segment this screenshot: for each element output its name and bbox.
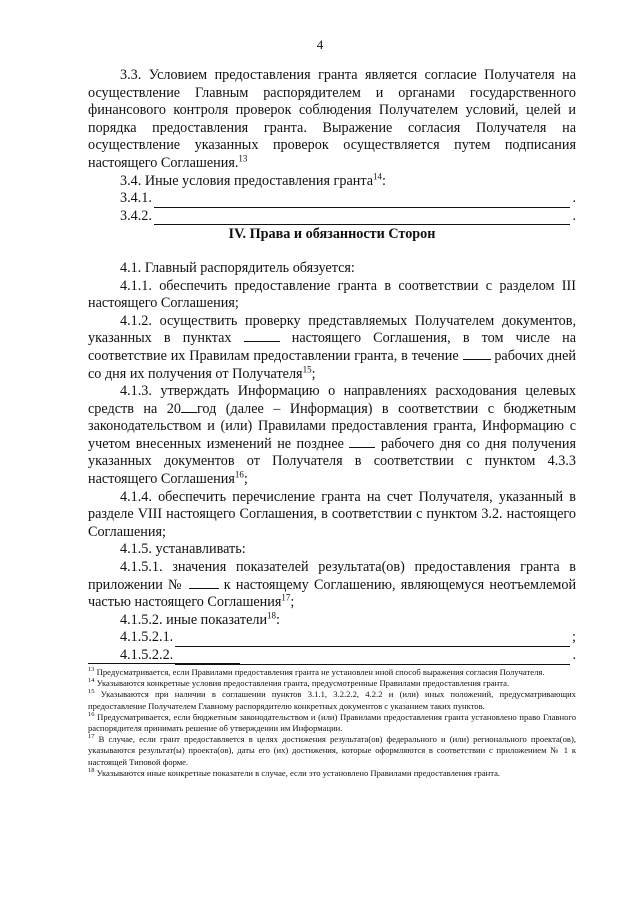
section-heading: IV. Права и обязанности Сторон	[228, 226, 436, 243]
blank-inline	[189, 577, 219, 589]
fill-line-4-1-5-2-2: 4.1.5.2.2. .	[120, 647, 576, 663]
footnote-14: $^{14}$ Указываются конкретные условия предоставления гранта, предусмотренные Правилами предоставления гранта.	[88, 677, 510, 689]
paragraph-4-1-5-1: 4.1.5.1. значения показателей результата(ов) предоставления гранта в приложении № к настоящему Соглашению, являющемуся неотъемлемой частью настоящего Соглашения$^{17}$;	[88, 559, 577, 611]
footnote-13: $^{13}$ Предусматривается, если Правилами предоставления гранта не установлен иной способ выражения согласия Получателя.	[88, 666, 545, 677]
footnotes	[88, 667, 576, 779]
blank-inline	[244, 330, 280, 342]
blank-inline	[181, 401, 197, 413]
paragraph-4-1-5-2: 4.1.5.2. иные показатели$^{18}$:	[120, 610, 280, 628]
paragraph-4-1-3: 4.1.3. утверждать Информацию о направлениях расходования целевых средств на 20 год (далее – Информация) в соответствии с бюджетным законодательством и (или) Правилами предоставления гранта, Информацию с учетом внесенных изменений не позднее рабочего дня со дня получения указанных документов от Получателя в соответствии с пунктом 4.3.3 настоящего Соглашения$^{16}$;	[88, 383, 577, 488]
footnote-ref-14: 14	[373, 170, 383, 181]
footnote-18: $^{18}$ Указываются иные конкретные показатели в случае, если это установлено Правилами предоставления гранта.	[88, 766, 501, 778]
footnote-ref-16: 16	[234, 469, 244, 480]
footnote-separator	[88, 663, 240, 664]
blank-line	[154, 195, 571, 208]
fill-line-3-4-1: 3.4.1. .	[120, 190, 576, 207]
footnote-ref-15: 15	[302, 363, 312, 374]
page-number: 4	[316, 37, 324, 52]
blank-inline	[463, 348, 491, 360]
blank-line	[175, 634, 570, 647]
paragraph-4-1: 4.1. Главный распорядитель обязуется:	[120, 259, 355, 276]
footnote-17: $^{17}$ В случае, если грант предоставляется в целях достижения результата(ов) федерального и (или) регионального проекта(ов), указываются результат(ы) проекта(ов), даты его (их) достижения, которые оформляются в соответствии с приложением № 1 к настоящей Типовой форме.	[88, 733, 576, 767]
footnote-ref-18: 18	[267, 610, 277, 621]
footnote-16: $^{16}$ Предусматривается, если бюджетным законодательством и (или) Правилами предоставления гранта установлено право Главного распорядителя принимать решение об утверждении им Информации.	[88, 710, 576, 734]
fill-line-4-1-5-2-1: 4.1.5.2.1. ;	[120, 629, 576, 646]
blank-line	[154, 212, 571, 225]
paragraph-4-1-1: 4.1.1. обеспечить предоставление гранта в соответствии с разделом III настоящего Соглашения;	[88, 277, 576, 312]
paragraph-4-1-4: 4.1.4. обеспечить перечисление гранта на счет Получателя, указанный в разделе VIII настоящего Соглашения, в соответствии с пунктом 3.2. настоящего Соглашения;	[88, 488, 576, 540]
paragraph-3-4: 3.4. Иные условия предоставления гранта$^{14}$:	[120, 170, 386, 189]
fill-line-3-4-2: 3.4.2. .	[120, 207, 576, 224]
paragraph-4-1-5: 4.1.5. устанавливать:	[120, 541, 246, 558]
document-body	[88, 67, 576, 665]
footnote-15: $^{15}$ Указываются при наличии в соглашении пунктов 3.1.1, 3.2.2.2, 4.2.2 и (или) иных положений, предусматривающих предоставление Получателем Главному распорядителю конкретных документов с указанием таких пунктов.	[88, 688, 576, 711]
paragraph-3-3: 3.3. Условием предоставления гранта является согласие Получателя на осуществление Главным распорядителем и органами государственного финансового контроля проверок соблюдения Получателем условий, целей и порядка предоставления гранта. Выражение согласия Получателя на осуществление указанных проверок осуществляется путем подписания настоящего Соглашения.$^{13}$	[88, 67, 576, 171]
footnote-ref-13: 13	[238, 153, 248, 164]
footnote-ref-17: 17	[281, 592, 291, 603]
paragraph-4-1-2: 4.1.2. осуществить проверку представляемых Получателем документов, указанных в пунктах настоящего Соглашения, в том числе на соответствие их Правилам предоставлении гранта, в течение рабочих дней со дня их получения от Получателя$^{15}$;	[88, 312, 577, 382]
blank-inline	[349, 436, 375, 448]
